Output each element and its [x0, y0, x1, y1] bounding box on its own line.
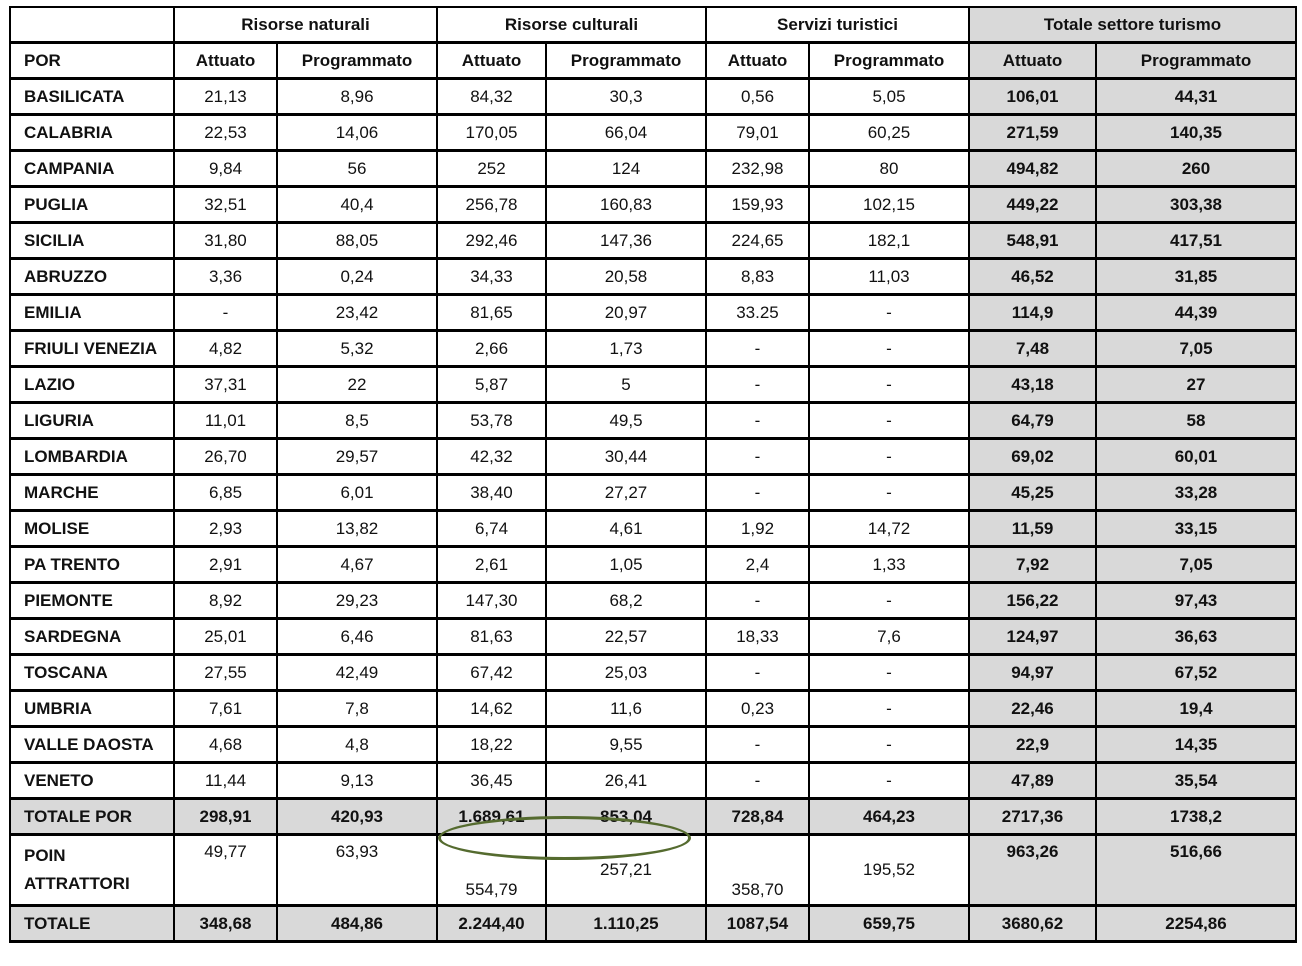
table-cell: - [706, 331, 809, 367]
tourism-funding-table [9, 6, 1297, 943]
table-cell: 29,57 [277, 439, 437, 475]
table-cell: 31,80 [174, 223, 277, 259]
table-cell: 14,72 [809, 511, 969, 547]
sub-header: Attuato [174, 43, 277, 79]
table-row [10, 583, 1296, 619]
table-cell: 5,32 [277, 331, 437, 367]
table-cell: 80 [809, 151, 969, 187]
table-cell: 22,46 [969, 691, 1096, 727]
table-cell: 42,49 [277, 655, 437, 691]
table-cell: 22,57 [546, 619, 706, 655]
table-cell: 8,92 [174, 583, 277, 619]
table-row [10, 331, 1296, 367]
table-cell: 728,84 [706, 799, 809, 835]
table-cell: 114,9 [969, 295, 1096, 331]
table-cell: 853,04 [546, 799, 706, 835]
sub-header: Programmato [809, 43, 969, 79]
table-cell: 5,05 [809, 79, 969, 115]
table-cell: - [706, 583, 809, 619]
table-cell: 97,43 [1096, 583, 1296, 619]
table-cell: 81,63 [437, 619, 546, 655]
table-cell: 37,31 [174, 367, 277, 403]
table-cell: 21,13 [174, 79, 277, 115]
table-cell: 298,91 [174, 799, 277, 835]
table-cell: 2254,86 [1096, 906, 1296, 942]
table-cell: 14,62 [437, 691, 546, 727]
row-label: CALABRIA [10, 115, 174, 151]
table-cell: 25,01 [174, 619, 277, 655]
table-cell: - [809, 439, 969, 475]
header-corner [10, 7, 174, 43]
row-label: LIGURIA [10, 403, 174, 439]
table-cell: 516,66 [1096, 835, 1296, 906]
table-cell: 36,45 [437, 763, 546, 799]
table-cell: 2717,36 [969, 799, 1096, 835]
table-row [10, 475, 1296, 511]
row-label: EMILIA [10, 295, 174, 331]
table-cell: 26,41 [546, 763, 706, 799]
table-cell: 4,82 [174, 331, 277, 367]
poin-attrattori-row [10, 835, 1296, 906]
table-cell: - [706, 439, 809, 475]
table-cell: - [706, 727, 809, 763]
table-cell: 49,5 [546, 403, 706, 439]
table-row [10, 727, 1296, 763]
table-cell: - [809, 475, 969, 511]
table-cell: - [706, 475, 809, 511]
table-cell: 3,36 [174, 259, 277, 295]
table-cell: 88,05 [277, 223, 437, 259]
table-cell: 4,68 [174, 727, 277, 763]
table-cell: 260 [1096, 151, 1296, 187]
table-cell: 963,26 [969, 835, 1096, 906]
table-cell: 548,91 [969, 223, 1096, 259]
table-row [10, 187, 1296, 223]
table-cell: 60,01 [1096, 439, 1296, 475]
table-cell: 4,61 [546, 511, 706, 547]
table-cell: 4,67 [277, 547, 437, 583]
header-risorse-naturali: Risorse naturali [174, 7, 437, 43]
table-cell: 2,4 [706, 547, 809, 583]
table-cell: 420,93 [277, 799, 437, 835]
sub-header: Attuato [706, 43, 809, 79]
table-cell: 5,87 [437, 367, 546, 403]
table-cell: 140,35 [1096, 115, 1296, 151]
table-row [10, 367, 1296, 403]
table-cell: 5 [546, 367, 706, 403]
row-label: BASILICATA [10, 79, 174, 115]
row-label: VALLE DAOSTA [10, 727, 174, 763]
table-cell: 3680,62 [969, 906, 1096, 942]
table-cell: 33,28 [1096, 475, 1296, 511]
header-servizi-turistici: Servizi turistici [706, 7, 969, 43]
table-cell: 79,01 [706, 115, 809, 151]
table-cell: 94,97 [969, 655, 1096, 691]
header-totale-settore-turismo: Totale settore turismo [969, 7, 1296, 43]
table-row [10, 259, 1296, 295]
table-cell: 124 [546, 151, 706, 187]
table-cell: 13,82 [277, 511, 437, 547]
table-row [10, 223, 1296, 259]
table-row [10, 115, 1296, 151]
header-risorse-culturali: Risorse culturali [437, 7, 706, 43]
row-label: UMBRIA [10, 691, 174, 727]
row-label: PUGLIA [10, 187, 174, 223]
row-label: LAZIO [10, 367, 174, 403]
table-cell: 124,97 [969, 619, 1096, 655]
table-cell: 1.689,61 [437, 799, 546, 835]
table-cell: 8,83 [706, 259, 809, 295]
table-cell: 6,85 [174, 475, 277, 511]
table-cell: - [809, 727, 969, 763]
table-row [10, 547, 1296, 583]
table-cell: 2,93 [174, 511, 277, 547]
table-cell: 7,05 [1096, 331, 1296, 367]
table-cell: 102,15 [809, 187, 969, 223]
table-cell: 232,98 [706, 151, 809, 187]
table-cell: 53,78 [437, 403, 546, 439]
table-cell: 348,68 [174, 906, 277, 942]
table-cell: 156,22 [969, 583, 1096, 619]
table-cell: 34,33 [437, 259, 546, 295]
table-cell: 1.110,25 [546, 906, 706, 942]
row-label: FRIULI VENEZIA [10, 331, 174, 367]
table-cell: 9,84 [174, 151, 277, 187]
table-cell: 1738,2 [1096, 799, 1296, 835]
table-cell: 224,65 [706, 223, 809, 259]
row-label: ABRUZZO [10, 259, 174, 295]
table-cell: - [809, 763, 969, 799]
table-row [10, 619, 1296, 655]
table-row [10, 151, 1296, 187]
table-cell: 484,86 [277, 906, 437, 942]
table-cell: 18,33 [706, 619, 809, 655]
table-cell: 464,23 [809, 799, 969, 835]
table-cell: 23,42 [277, 295, 437, 331]
table-cell: - [809, 331, 969, 367]
table-cell: 4,8 [277, 727, 437, 763]
table-cell: 7,6 [809, 619, 969, 655]
table-cell: 67,52 [1096, 655, 1296, 691]
table-cell: 27,55 [174, 655, 277, 691]
row-label: LOMBARDIA [10, 439, 174, 475]
header-group-row [10, 7, 1296, 43]
table-cell: 1087,54 [706, 906, 809, 942]
table-cell: - [809, 583, 969, 619]
table-cell: 11,6 [546, 691, 706, 727]
table-cell: 45,25 [969, 475, 1096, 511]
table-cell: 14,35 [1096, 727, 1296, 763]
table-cell: 8,96 [277, 79, 437, 115]
table-cell: - [809, 367, 969, 403]
row-label: PIEMONTE [10, 583, 174, 619]
table-cell: 11,59 [969, 511, 1096, 547]
table-cell: 358,70 [706, 835, 809, 906]
table-cell: 22,53 [174, 115, 277, 151]
table-cell: 417,51 [1096, 223, 1296, 259]
table-cell: 49,77 [174, 835, 277, 906]
table-cell: 2,61 [437, 547, 546, 583]
table-cell: 7,05 [1096, 547, 1296, 583]
table-cell: 303,38 [1096, 187, 1296, 223]
table-cell: 7,48 [969, 331, 1096, 367]
table-cell: 44,39 [1096, 295, 1296, 331]
sub-header: Attuato [437, 43, 546, 79]
table-cell: - [706, 763, 809, 799]
table-cell: 7,92 [969, 547, 1096, 583]
table-cell: 160,83 [546, 187, 706, 223]
table-cell: 7,8 [277, 691, 437, 727]
table-cell: 68,2 [546, 583, 706, 619]
table-cell: 1,33 [809, 547, 969, 583]
table-cell: 257,21 [546, 835, 706, 906]
table-cell: 32,51 [174, 187, 277, 223]
sub-header: Programmato [1096, 43, 1296, 79]
table-row [10, 295, 1296, 331]
table-cell: 0,23 [706, 691, 809, 727]
table-cell: 42,32 [437, 439, 546, 475]
table-cell: 0,24 [277, 259, 437, 295]
table-cell: 292,46 [437, 223, 546, 259]
table-cell: - [706, 655, 809, 691]
table-cell: 9,55 [546, 727, 706, 763]
table-cell: 38,40 [437, 475, 546, 511]
table-cell: 2,91 [174, 547, 277, 583]
row-label: MARCHE [10, 475, 174, 511]
table-row [10, 79, 1296, 115]
header-por: POR [10, 43, 174, 79]
totale-row [10, 906, 1296, 942]
table-cell: 29,23 [277, 583, 437, 619]
table-cell: 659,75 [809, 906, 969, 942]
table-cell: 554,79 [437, 835, 546, 906]
row-label-line: ATTRATTORI [24, 874, 130, 893]
table-cell: 6,74 [437, 511, 546, 547]
table-cell: 106,01 [969, 79, 1096, 115]
table-cell: 31,85 [1096, 259, 1296, 295]
table-cell: 43,18 [969, 367, 1096, 403]
table-cell: 33.25 [706, 295, 809, 331]
table-cell: 170,05 [437, 115, 546, 151]
table-cell: 147,30 [437, 583, 546, 619]
table-cell: 0,56 [706, 79, 809, 115]
row-label: VENETO [10, 763, 174, 799]
row-label: CAMPANIA [10, 151, 174, 187]
table-cell: 8,5 [277, 403, 437, 439]
table-row [10, 511, 1296, 547]
totale-por-row [10, 799, 1296, 835]
table-cell: 56 [277, 151, 437, 187]
table-cell: 252 [437, 151, 546, 187]
table-cell: - [809, 295, 969, 331]
table-cell: 2,66 [437, 331, 546, 367]
table-cell: 66,04 [546, 115, 706, 151]
sub-header: Programmato [277, 43, 437, 79]
table-cell: 1,05 [546, 547, 706, 583]
table-cell: 58 [1096, 403, 1296, 439]
table-cell: 11,03 [809, 259, 969, 295]
table-cell: 7,61 [174, 691, 277, 727]
table-row [10, 763, 1296, 799]
row-label: SARDEGNA [10, 619, 174, 655]
table-cell: 449,22 [969, 187, 1096, 223]
table-cell: 60,25 [809, 115, 969, 151]
table-cell: 27,27 [546, 475, 706, 511]
table-cell: 22 [277, 367, 437, 403]
header-sub-row [10, 43, 1296, 79]
table-cell: 30,44 [546, 439, 706, 475]
table-cell: 182,1 [809, 223, 969, 259]
table-cell: 6,46 [277, 619, 437, 655]
table-row [10, 403, 1296, 439]
table-cell: 19,4 [1096, 691, 1296, 727]
table-cell: 14,06 [277, 115, 437, 151]
row-label: TOTALE [10, 906, 174, 942]
table-cell: 494,82 [969, 151, 1096, 187]
table-cell: 6,01 [277, 475, 437, 511]
table-cell: 33,15 [1096, 511, 1296, 547]
table-cell: 18,22 [437, 727, 546, 763]
table-row [10, 691, 1296, 727]
table-cell: - [809, 655, 969, 691]
table-cell: 11,01 [174, 403, 277, 439]
table-cell: 271,59 [969, 115, 1096, 151]
row-label: MOLISE [10, 511, 174, 547]
table-cell: 9,13 [277, 763, 437, 799]
table-cell: 11,44 [174, 763, 277, 799]
table-cell: 69,02 [969, 439, 1096, 475]
table-cell: 1,73 [546, 331, 706, 367]
table-cell: - [174, 295, 277, 331]
table-cell: 20,97 [546, 295, 706, 331]
table-row [10, 655, 1296, 691]
table-cell: 25,03 [546, 655, 706, 691]
table-cell: 2.244,40 [437, 906, 546, 942]
table-cell: 256,78 [437, 187, 546, 223]
table-cell: 47,89 [969, 763, 1096, 799]
table-cell: 84,32 [437, 79, 546, 115]
row-label: TOSCANA [10, 655, 174, 691]
table-cell: 36,63 [1096, 619, 1296, 655]
table-cell: 22,9 [969, 727, 1096, 763]
row-label-line: POIN [24, 846, 66, 865]
table-cell: 27 [1096, 367, 1296, 403]
table-cell: - [706, 403, 809, 439]
table-cell: 81,65 [437, 295, 546, 331]
table-cell: 26,70 [174, 439, 277, 475]
table-cell: - [809, 691, 969, 727]
sub-header: Attuato [969, 43, 1096, 79]
table-cell: 63,93 [277, 835, 437, 906]
table-cell: 1,92 [706, 511, 809, 547]
table-cell: - [706, 367, 809, 403]
table-cell: 35,54 [1096, 763, 1296, 799]
table-cell: 147,36 [546, 223, 706, 259]
table-cell: 44,31 [1096, 79, 1296, 115]
table-cell: 40,4 [277, 187, 437, 223]
table-cell: 20,58 [546, 259, 706, 295]
table-cell: 46,52 [969, 259, 1096, 295]
table-row [10, 439, 1296, 475]
table-cell: 67,42 [437, 655, 546, 691]
table-cell: - [809, 403, 969, 439]
table-cell: 159,93 [706, 187, 809, 223]
row-label: PA TRENTO [10, 547, 174, 583]
row-label: SICILIA [10, 223, 174, 259]
sub-header: Programmato [546, 43, 706, 79]
row-label: TOTALE POR [10, 799, 174, 835]
row-label [10, 835, 174, 906]
table-cell: 30,3 [546, 79, 706, 115]
table-cell: 195,52 [809, 835, 969, 906]
table-cell: 64,79 [969, 403, 1096, 439]
